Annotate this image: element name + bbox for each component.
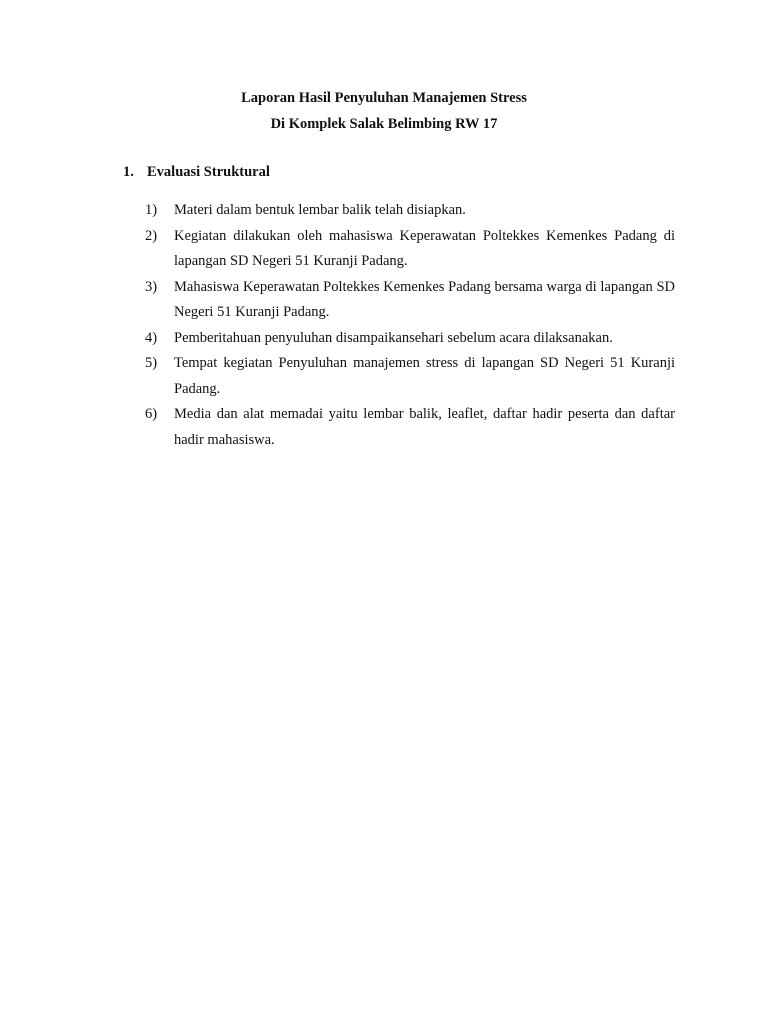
list-item-text: Tempat kegiatan Penyuluhan manajemen stress di lapangan SD Negeri 51 Kuranji Padang. [174, 355, 675, 397]
list-item-text: Kegiatan dilakukan oleh mahasiswa Keperawatan Poltekkes Kemenkes Padang di lapangan SD Negeri 51 Kuranji Padang. [174, 227, 675, 269]
section-heading-text: Evaluasi Struktural [147, 164, 270, 180]
list-item [145, 275, 675, 326]
section-heading [123, 163, 270, 181]
document-subtitle: Di Komplek Salak Belimbing RW 17 [270, 116, 498, 132]
evaluation-list [145, 198, 675, 453]
list-item-text: Materi dalam bentuk lembar balik telah disiapkan. [174, 202, 466, 218]
list-marker: 1) [145, 202, 158, 218]
list-item-text: Pemberitahuan penyuluhan disampaikansehari sebelum acara dilaksanakan. [174, 329, 613, 346]
list-item-text: Media dan alat memadai yaitu lembar balik, leaflet, daftar hadir peserta dan daftar hadir mahasiswa. [174, 406, 675, 448]
document-title: Laporan Hasil Penyuluhan Manajemen Stress [241, 90, 527, 106]
list-marker: 3) [145, 278, 158, 295]
list-marker: 5) [145, 355, 158, 371]
list-item [145, 351, 675, 402]
list-item-text: Mahasiswa Keperawatan Poltekkes Kemenkes Padang bersama warga di lapangan SD Negeri 51 Kuranji Padang. [174, 278, 675, 320]
list-item [145, 224, 675, 275]
list-marker: 6) [145, 406, 158, 422]
list-item [145, 326, 675, 352]
list-marker: 4) [145, 329, 158, 346]
list-item [145, 198, 675, 224]
list-item [145, 402, 675, 453]
section-number: 1. [123, 164, 134, 180]
list-marker: 2) [145, 227, 158, 244]
